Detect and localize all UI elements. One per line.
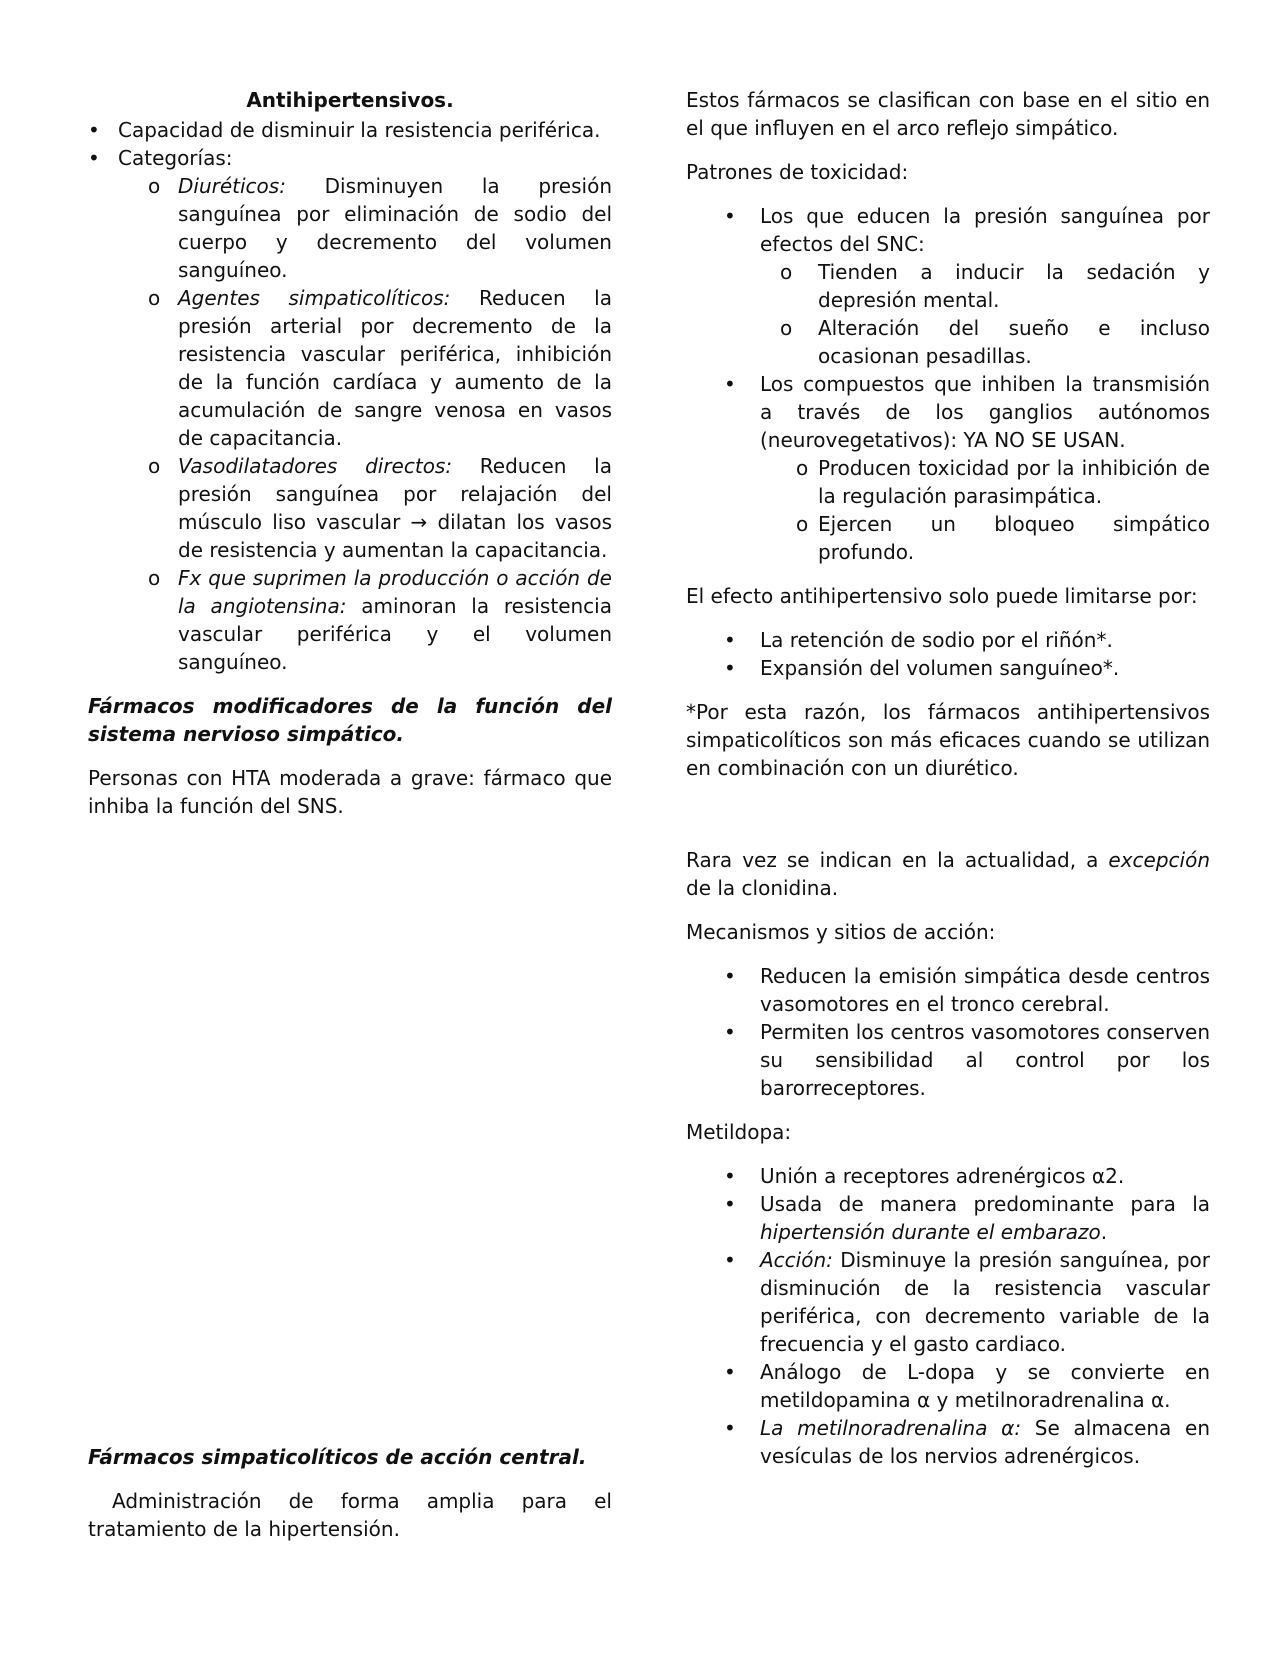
toxicity-label: Patrones de toxicidad: [686,160,909,184]
list-item [686,202,1210,370]
list-item: • Permiten los centros vasomotores conserven su sensibilidad al control por los barorreceptores. [686,1018,1210,1102]
text-run-italic: La metilnoradrenalina α: [760,1416,1022,1440]
heading-central-drugs: Fármacos simpaticolíticos de acción central. [88,1445,587,1469]
heading-sns-drugs: Fármacos modificadores de la función del sistema nervioso simpático. [88,694,612,746]
footnote-paragraph: *Por esta razón, los fármacos antihipertensivos simpaticolíticos son más eficaces cuando se utilizan en combinación con un diurético. [686,700,1210,780]
category-term: Agentes simpaticolíticos: [178,286,451,310]
intro-list [88,116,612,676]
category-term: Vasodilatadores directos: [178,454,453,478]
toxicity-list [686,202,1210,566]
category-text: Reducen la presión arterial por decremento de la resistencia vascular periférica, inhibición de la función cardíaca y aumento de la acumulación de sangre venosa en vasos de capacitancia. [178,286,612,450]
text-run: Disminuye la presión sanguínea, por disminución de la resistencia vascular periférica, con decremento variable de la frecuencia y el gasto cardiaco. [760,1248,1210,1356]
paragraph-rare-use [686,846,1210,902]
sub-list-item: o Tienden a inducir la sedación y depresión mental. [760,258,1210,314]
text-run-italic: hipertensión durante el embarazo [760,1220,1101,1244]
sub-list-item: o Ejercen un bloqueo simpático profundo. [760,510,1210,566]
list-item-label: Categorías: [118,146,233,170]
list-item [686,1414,1210,1470]
list-item: • Expansión del volumen sanguíneo*. [686,654,1210,682]
toxicity-sub-list [760,454,1210,566]
text-run: de la clonidina. [686,876,839,900]
blank-space [686,798,1210,846]
text-run: Se almacena en vesículas de los nervios adrenérgicos. [760,1416,1210,1468]
category-item [118,172,612,284]
mechanism-label: Mecanismos y sitios de acción: [686,920,996,944]
category-item [118,564,612,676]
category-term: Diuréticos: [178,174,286,198]
metildopa-list [686,1162,1210,1470]
list-item: • Análogo de L-dopa y se convierte en metildopamina α y metilnoradrenalina α. [686,1358,1210,1414]
toxicity-sub-list [760,258,1210,370]
list-item-text: Los compuestos que inhiben la transmisión a través de los ganglios autónomos (neurovegetativos): YA NO SE USAN. [760,372,1210,452]
text-run-italic: excepción [1108,848,1210,872]
paragraph-intro: Estos fármacos se clasifican con base en el sitio en el que influyen en el arco reflejo simpático. [686,88,1210,140]
metildopa-label: Metildopa: [686,1120,792,1144]
paragraph-central: Administración de forma amplia para el tratamiento de la hipertensión. [88,1489,612,1541]
category-term: Fx que suprimen la producción o acción de la angiotensina: [178,566,612,618]
list-item [686,1190,1210,1246]
list-item [686,370,1210,566]
sub-list-item: o Alteración del sueño e incluso ocasionan pesadillas. [760,314,1210,370]
list-item: • La retención de sodio por el riñón*. [686,626,1210,654]
left-column [88,86,612,836]
paragraph-sns: Personas con HTA moderada a grave: fármaco que inhiba la función del SNS. [88,766,612,818]
list-item [88,144,612,676]
category-item [118,284,612,452]
limit-label: El efecto antihipertensivo solo puede limitarse por: [686,584,1198,608]
list-item: • Reducen la emisión simpática desde centros vasomotores en el tronco cerebral. [686,962,1210,1018]
text-run-italic: Acción: [760,1248,833,1272]
central-section [88,1443,612,1559]
list-item: • Capacidad de disminuir la resistencia periférica. [88,116,612,144]
text-run: Rara vez se indican en la actualidad, a [686,848,1109,872]
right-column [686,86,1210,1486]
category-text: Disminuyen la presión sanguínea por eliminación de sodio del cuerpo y decremento del volumen sanguíneo. [178,174,612,282]
sub-list-item: o Producen toxicidad por la inhibición de la regulación parasimpática. [760,454,1210,510]
categories-list [118,172,612,676]
document-title: Antihipertensivos. [246,88,454,112]
text-run: Usada de manera predominante para la [760,1192,1210,1216]
list-item [686,1246,1210,1358]
category-text: aminoran la resistencia vascular periférica y el volumen sanguíneo. [178,594,612,674]
mechanism-list [686,962,1210,1102]
category-text: Reducen la presión sanguínea por relajación del músculo liso vascular → dilatan los vasos de resistencia y aumentan la capacitancia. [178,454,612,562]
limit-list [686,626,1210,682]
text-run: . [1100,1220,1108,1244]
list-item-text: Los que educen la presión sanguínea por efectos del SNC: [760,204,1210,256]
list-item: • Unión a receptores adrenérgicos α2. [686,1162,1210,1190]
category-item [118,452,612,564]
